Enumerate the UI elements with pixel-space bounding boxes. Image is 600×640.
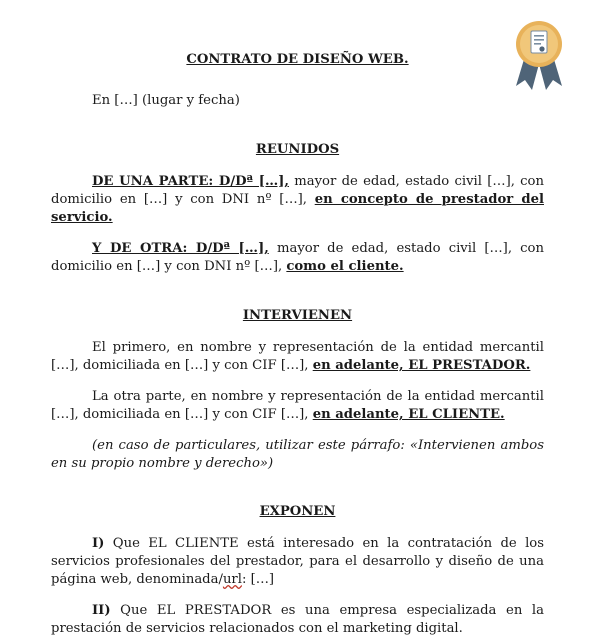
- particulares-note: (en caso de particulares, utilizar este párrafo: «Intervienen ambos en su propio nombre y derecho»): [51, 438, 544, 471]
- clause-number-2: II): [92, 603, 111, 618]
- intervienen-one-role: en adelante, EL PRESTADOR.: [312, 358, 531, 373]
- party-two-lead: Y DE OTRA: D/Dª […],: [92, 241, 269, 256]
- reunidos-heading: REUNIDOS: [255, 142, 340, 157]
- intervienen-two-text: La otra parte, en nombre y representación de la entidad mercantil […], domiciliada en […] y con CIF […],: [51, 389, 544, 422]
- intervienen-one-text: El primero, en nombre y representación de la entidad mercantil […], domiciliada en […] y con CIF […],: [51, 340, 544, 373]
- url-word: url: [222, 572, 242, 587]
- party-two-role: como el cliente.: [286, 259, 404, 274]
- contract-body: [51, 48, 544, 638]
- exponen-heading: EXPONEN: [259, 504, 336, 519]
- clause-2-text: Que EL PRESTADOR es una empresa especializada en la prestación de servicios relacionados con el marketing digital.: [51, 603, 544, 636]
- intervienen-paragraph-2: [51, 388, 544, 424]
- intervienen-two-role: en adelante, EL CLIENTE.: [312, 407, 505, 422]
- clause-1-end: : […]: [241, 572, 275, 587]
- party-one-role: en concepto de prestador del servicio.: [51, 192, 544, 225]
- party-one-lead: DE UNA PARTE: D/Dª […],: [92, 174, 289, 189]
- exponen-paragraph-2: [51, 602, 544, 638]
- intervienen-heading: INTERVIENEN: [242, 308, 353, 323]
- place-date: En […] (lugar y fecha): [92, 93, 240, 108]
- exponen-paragraph-1: [51, 535, 544, 589]
- page-title: CONTRATO DE DISEÑO WEB.: [186, 52, 409, 67]
- intervienen-paragraph-1: [51, 339, 544, 375]
- reunidos-paragraph-2: [51, 240, 544, 276]
- party-two-text: mayor de edad, estado civil […], con domicilio en […] y con DNI nº […],: [51, 241, 544, 274]
- clause-1-text: Que EL CLIENTE está interesado en la contratación de los servicios profesionales del prestador, para el desarrollo y diseño de una página web, denominada/: [51, 536, 544, 587]
- clause-number-1: I): [92, 536, 105, 551]
- reunidos-paragraph-1: [51, 173, 544, 227]
- party-one-text: mayor de edad, estado civil […], con domicilio en […] y con DNI nº […],: [51, 174, 544, 207]
